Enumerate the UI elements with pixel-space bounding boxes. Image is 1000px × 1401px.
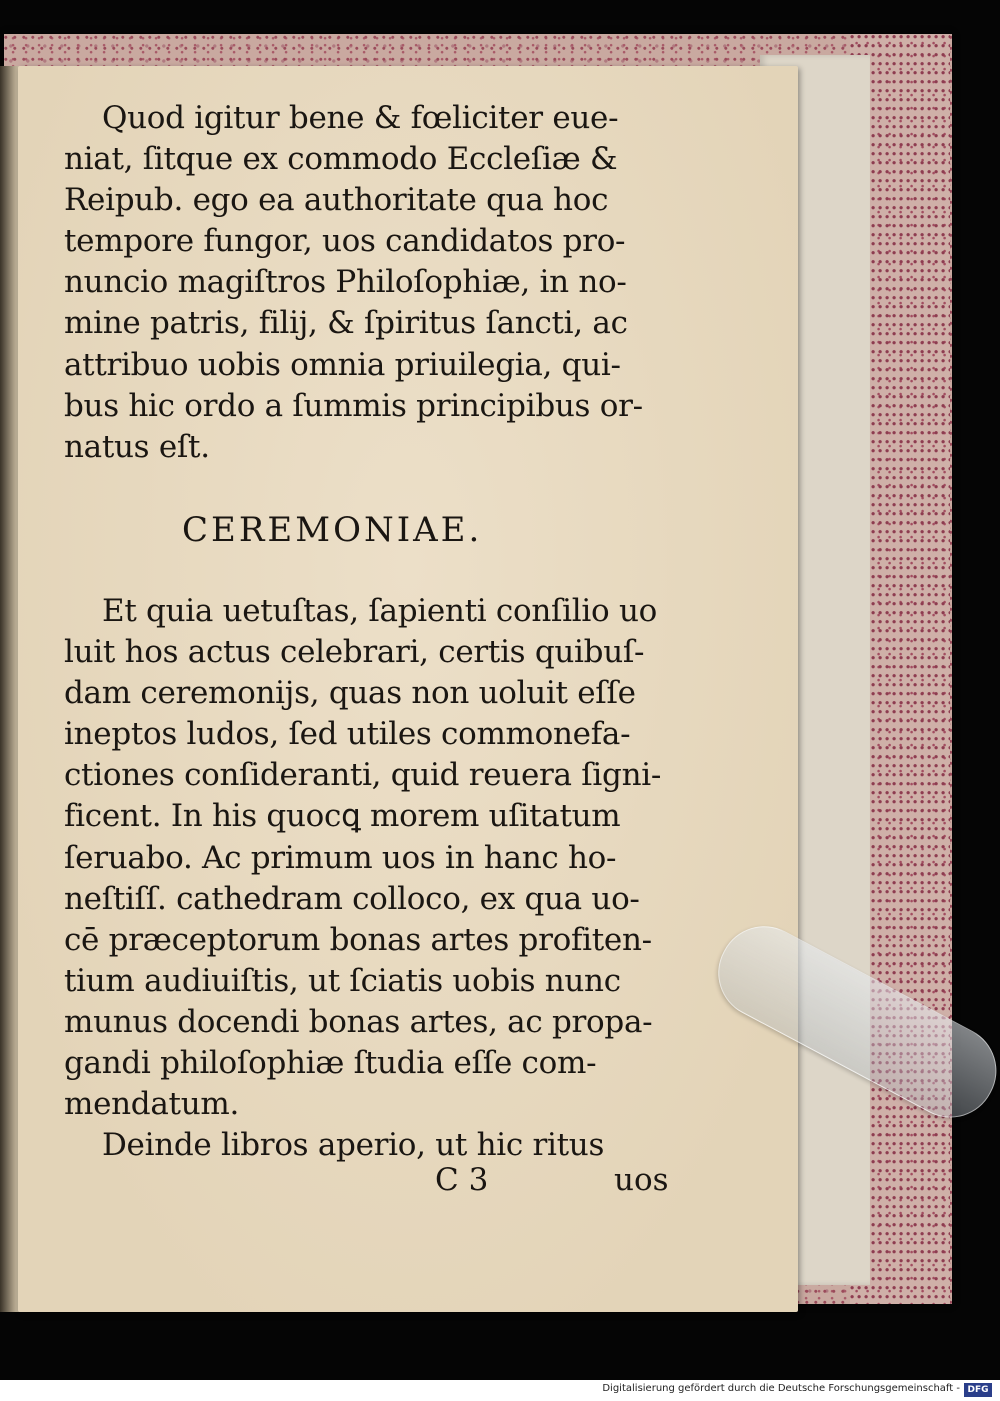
- text-line: munus docendi bonas artes, ac propa-: [64, 1003, 653, 1040]
- text-line: attribuo uobis omnia priuilegia, qui-: [64, 346, 621, 383]
- footer-bar: [0, 1380, 1000, 1401]
- text-line: dam ceremonijs, quas non uoluit eſſe: [64, 675, 636, 712]
- text-line: natus eſt.: [64, 428, 210, 465]
- text-line: mine patris, filij, & ſpiritus ſancti, ac: [64, 305, 628, 342]
- dfg-logo: DFG: [964, 1383, 992, 1397]
- text-line: luit hos actus celebrari, certis quibuſ-: [64, 634, 645, 671]
- catchword: uos: [614, 1162, 669, 1198]
- footer-credit: Digitalisierung gefördert durch die Deutsche Forschungsgemeinschaft -: [602, 1383, 960, 1394]
- text-line: Et quia uetuſtas, ſapienti conſilio uo: [102, 593, 657, 629]
- text-line: cē præceptorum bonas artes profiten-: [64, 921, 652, 958]
- text-line: Reipub. ego ea authoritate qua hoc: [64, 182, 609, 219]
- section-heading: CEREMONIAE.: [182, 510, 483, 550]
- text-line: nuncio magiſtros Philoſophiæ, in no-: [64, 264, 627, 301]
- text-line: tium audiuiſtis, ut ſciatis uobis nunc: [64, 962, 621, 999]
- text-line: Deinde libros aperio, ut hic ritus: [102, 1127, 605, 1164]
- text-line: Quod igitur bene & fœliciter eue-: [102, 100, 619, 136]
- text-line: niat, ſitque ex commodo Eccleſiæ &: [64, 141, 618, 178]
- signature-mark: C 3: [435, 1162, 489, 1198]
- text-line: ctiones conſideranti, quid reuera ſigni-: [64, 757, 662, 794]
- text-line: bus hic ordo a ſummis principibus or-: [64, 387, 643, 424]
- paragraph-1: [64, 98, 684, 468]
- text-line: tempore fungor, uos candidatos pro-: [64, 223, 626, 260]
- text-line: ineptos ludos, ſed utiles commonefa-: [64, 716, 631, 753]
- text-line: neſtiſſ. cathedram colloco, ex qua uo-: [64, 880, 640, 917]
- text-line: gandi philoſophiæ ſtudia eſſe com-: [64, 1045, 597, 1082]
- text-line: ficent. In his quocꝗ morem uſitatum: [64, 798, 621, 835]
- text-line: mendatum.: [64, 1086, 240, 1123]
- paragraph-2: [64, 591, 684, 1166]
- text-line: ſeruabo. Ac primum uos in hanc ho-: [64, 839, 617, 876]
